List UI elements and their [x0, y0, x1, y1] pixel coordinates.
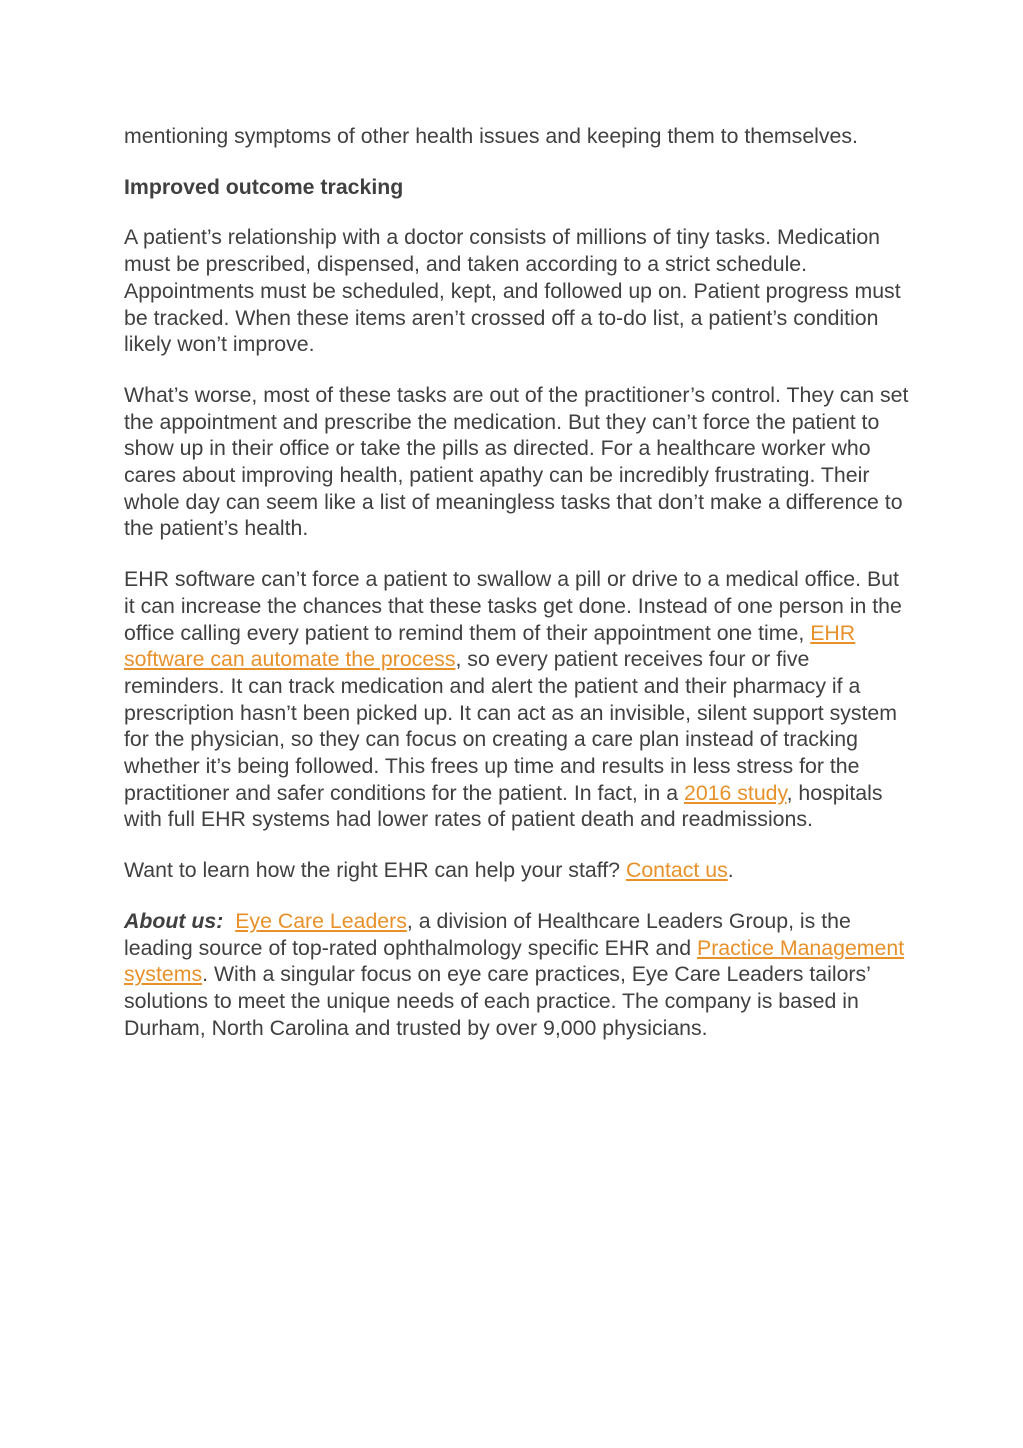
- eye-care-leaders-link[interactable]: Eye Care Leaders: [235, 908, 407, 933]
- text-segment: . With a singular focus on eye care practices, Eye Care Leaders tailors’ solutions to meet the unique needs of each practice. The company is based in Durham, North Carolina and trusted by over 9,000 physicians.: [124, 962, 871, 1040]
- about-us-label: About us:: [124, 908, 224, 933]
- text-segment: .: [727, 858, 734, 883]
- practice-management-link[interactable]: Practice Management systems: [124, 935, 905, 987]
- contact-us-link[interactable]: Contact us: [625, 858, 728, 883]
- text-segment: [223, 909, 229, 933]
- text-segment: EHR software can’t force a patient to swallow a pill or drive to a medical office. But it can increase the chances that these tasks get done. Instead of one person in the office calling every patient to remind them of their appointment one time,: [124, 567, 902, 645]
- paragraph-whats-worse: What’s worse, most of these tasks are out of the practitioner’s control. They can set the appointment and prescribe the medication. But they can’t force the patient to show up in their office or take the pills as directed. For a healthcare worker who cares about improving health, patient apathy can be incredibly frustrating. Their whole day can seem like a list of meaningless tasks that don’t make a difference to the patient’s health.: [124, 382, 909, 541]
- text-segment: , so every patient receives four or five reminders. It can track medication and alert the patient and their pharmacy if a prescription hasn’t been picked up. It can act as an invisible, silent support system for the physician, so they can focus on creating a care plan instead of tracking whether it’s being followed. This frees up time and results in less stress for the practitioner and safer conditions for the patient. In fact, in a: [124, 647, 898, 805]
- section-heading: Improved outcome tracking: [124, 174, 404, 199]
- ehr-automation-link[interactable]: EHR software can automate the process: [124, 620, 856, 672]
- text-segment: , a division of Healthcare Leaders Group, is the leading source of top-rated ophthalmology specific EHR and: [124, 908, 851, 960]
- document-body: [124, 123, 914, 1065]
- paragraph-ehr-software: [124, 566, 914, 833]
- paragraph-contact: [124, 857, 914, 884]
- text-segment: , hospitals with full EHR systems had lower rates of patient death and readmissions.: [124, 780, 883, 832]
- paragraph-intro-continuation: mentioning symptoms of other health issues and keeping them to themselves.: [124, 124, 858, 148]
- paragraph-patient-relationship: A patient’s relationship with a doctor consists of millions of tiny tasks. Medication must be prescribed, dispensed, and taken according to a strict schedule. Appointments must be scheduled, kept, and followed up on. Patient progress must be tracked. When these items aren’t crossed off a to-do list, a patient’s condition likely won’t improve.: [124, 225, 901, 357]
- text-segment: Want to learn how the right EHR can help your staff?: [124, 858, 626, 883]
- paragraph-about-us: [124, 908, 914, 1042]
- study-2016-link[interactable]: 2016 study: [683, 780, 787, 805]
